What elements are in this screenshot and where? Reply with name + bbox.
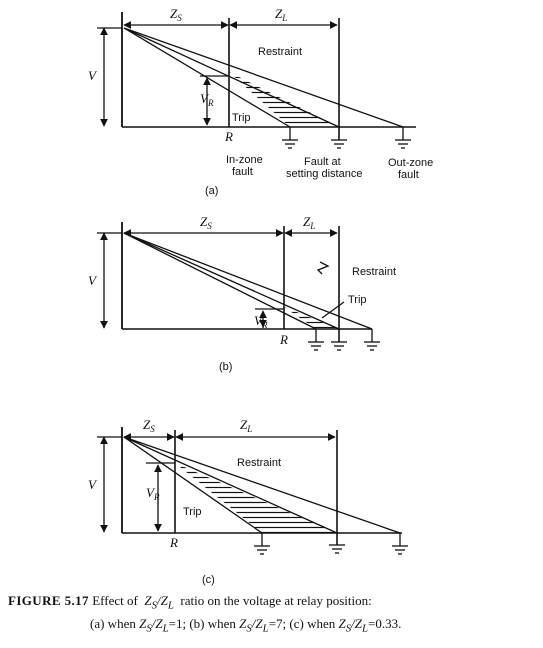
zl-label: $Z_L$ — [275, 6, 288, 23]
panel-a-tag: (a) — [205, 185, 219, 197]
panel-c-tag: (c) — [202, 574, 215, 586]
trip-label: Trip — [348, 294, 367, 306]
zs-label: $Z_S$ — [170, 6, 182, 23]
figure-label: FIGURE 5.17 — [8, 593, 89, 608]
figure-caption — [8, 592, 538, 637]
panel-a — [97, 12, 416, 148]
relay-label: R — [280, 332, 288, 347]
panel-b-tag: (b) — [219, 361, 233, 373]
zs-label: $Z_S$ — [200, 214, 212, 231]
setting-fault-label: Fault at setting distance — [286, 156, 363, 180]
vr-label: $V_R$ — [146, 485, 160, 502]
vr-label: $V_R$ — [254, 313, 268, 330]
out-zone-fault-label: Out-zone fault — [388, 157, 434, 181]
zl-label: $Z_L$ — [240, 417, 253, 434]
caption-line-1: FIGURE 5.17 Effect of $Z_S/Z_L$ ratio on the voltage at relay position: — [8, 593, 372, 612]
relay-label: R — [170, 535, 178, 550]
zs-label: $Z_S$ — [143, 417, 155, 434]
restraint-label: Restraint — [237, 457, 282, 469]
panel-b — [97, 222, 380, 350]
v-label: V — [88, 273, 96, 288]
v-label: V — [88, 477, 96, 492]
v-label: V — [88, 68, 96, 83]
trip-label: Trip — [183, 506, 202, 518]
in-zone-fault-label: In-zone fault — [226, 154, 263, 178]
vr-label: $V_R$ — [200, 91, 214, 108]
caption-line-2: (a) when $Z_S/Z_L=1$; (b) when $Z_S/Z_L=7$; (c) when $Z_S/Z_L=0.33$. — [90, 615, 402, 635]
restraint-label: Restraint — [352, 266, 397, 278]
restraint-label: Restraint — [258, 46, 303, 58]
zl-label: $Z_L$ — [303, 214, 316, 231]
relay-label: R — [225, 129, 233, 144]
trip-label: Trip — [232, 112, 251, 124]
panel-c — [97, 427, 408, 554]
caption-text: Effect of — [92, 593, 138, 608]
